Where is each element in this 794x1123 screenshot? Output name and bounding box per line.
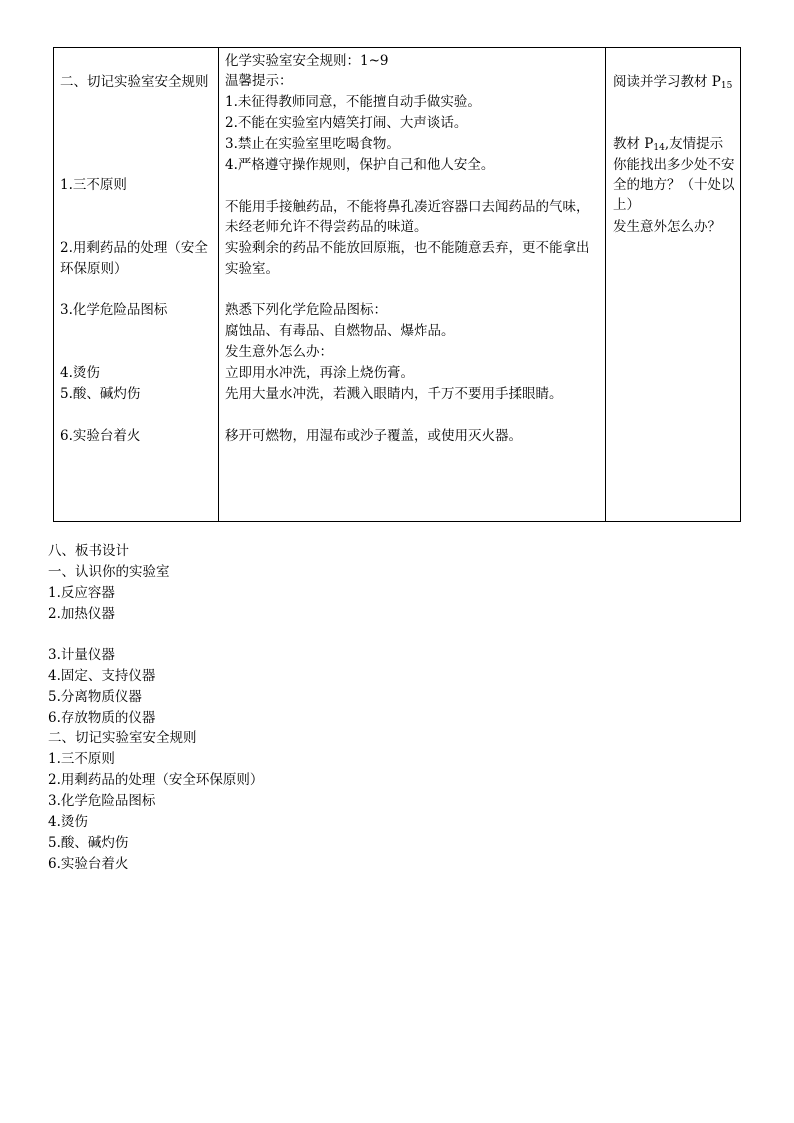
topic-leftover-line2: 环保原则） [60,261,128,277]
board-part2-title: 二、切记实验室安全规则 [48,730,197,746]
rules-title: 化学实验室安全规则：1~9 [225,53,389,69]
topic-acid-base: 5.酸、碱灼伤 [60,386,141,402]
board-part2-item: 1.三不原则 [48,751,115,767]
accident-prompt: 发生意外怎么办？ [613,219,721,235]
board-part2-item: 3.化学危险品图标 [48,793,156,809]
board-part2-item: 5.酸、碱灼伤 [48,835,129,851]
leftover-line2: 实验室。 [225,261,279,277]
read-textbook-note: 阅读并学习教材 $P_{15}$ [613,74,733,91]
activity-column [606,48,741,522]
hazard-spot-question: 你能找出多少处不安全的地方？（十处以上） [613,157,735,213]
board-part1-item: 6.存放物质的仪器 [48,710,156,726]
board-part1-item: 2.加热仪器 [48,606,115,622]
burn-treatment: 立即用水冲洗，再涂上烧伤膏。 [225,365,414,381]
board-part1-item: 3.计量仪器 [48,647,115,663]
three-no-line1: 不能用手接触药品，不能将鼻孔凑近容器口去闻药品的气味， [225,199,590,215]
topic-fire: 6.实验台着火 [60,428,141,444]
topic-burn: 4.烫伤 [60,365,100,381]
tip-3: 3.禁止在实验室里吃喝食物。 [225,136,400,152]
board-part2-item: 4.烫伤 [48,814,88,830]
hazard-list: 腐蚀品、有毒品、自燃物品、爆炸品。 [225,323,455,339]
board-part1-item: 4.固定、支持仪器 [48,668,156,684]
board-design-title: 八、板书设计 [48,543,129,559]
topic-hazard-signs: 3.化学危险品图标 [60,302,168,318]
hazard-intro: 熟悉下列化学危险品图标： [225,302,387,318]
tip-2: 2.不能在实验室内嬉笑打闹、大声谈话。 [225,115,468,131]
tip-4: 4.严格遵守操作规则，保护自己和他人安全。 [225,157,495,173]
board-part1-item: 1.反应容器 [48,585,115,601]
tip-1: 1.未征得教师同意，不能擅自动手做实验。 [225,94,481,110]
safety-rules-heading: 二、切记实验室安全规则 [60,74,209,90]
board-part1-item: 5.分离物质仪器 [48,689,142,705]
board-part2-item: 6.实验台着火 [48,856,129,872]
board-part2-item: 2.用剩药品的处理（安全环保原则） [48,772,264,788]
topic-three-no: 1.三不原则 [60,177,127,193]
topic-column [54,48,219,522]
tips-title: 温馨提示： [225,73,293,89]
board-part1-title: 一、认识你的实验室 [48,564,170,580]
acid-treatment: 先用大量水冲洗，若溅入眼睛内，千万不要用手揉眼睛。 [225,386,563,402]
fire-treatment: 移开可燃物，用湿布或沙子覆盖，或使用灭火器。 [225,428,522,444]
leftover-line1: 实验剩余的药品不能放回原瓶，也不能随意丢弃，更不能拿出 [225,240,590,256]
topic-leftover-line1: 2.用剩药品的处理（安全 [60,240,208,256]
textbook-hint: 教材 $P_{14}$,友情提示 [613,136,724,153]
three-no-line2: 未经老师允许不得尝药品的味道。 [225,219,428,235]
accident-question: 发生意外怎么办： [225,344,333,360]
